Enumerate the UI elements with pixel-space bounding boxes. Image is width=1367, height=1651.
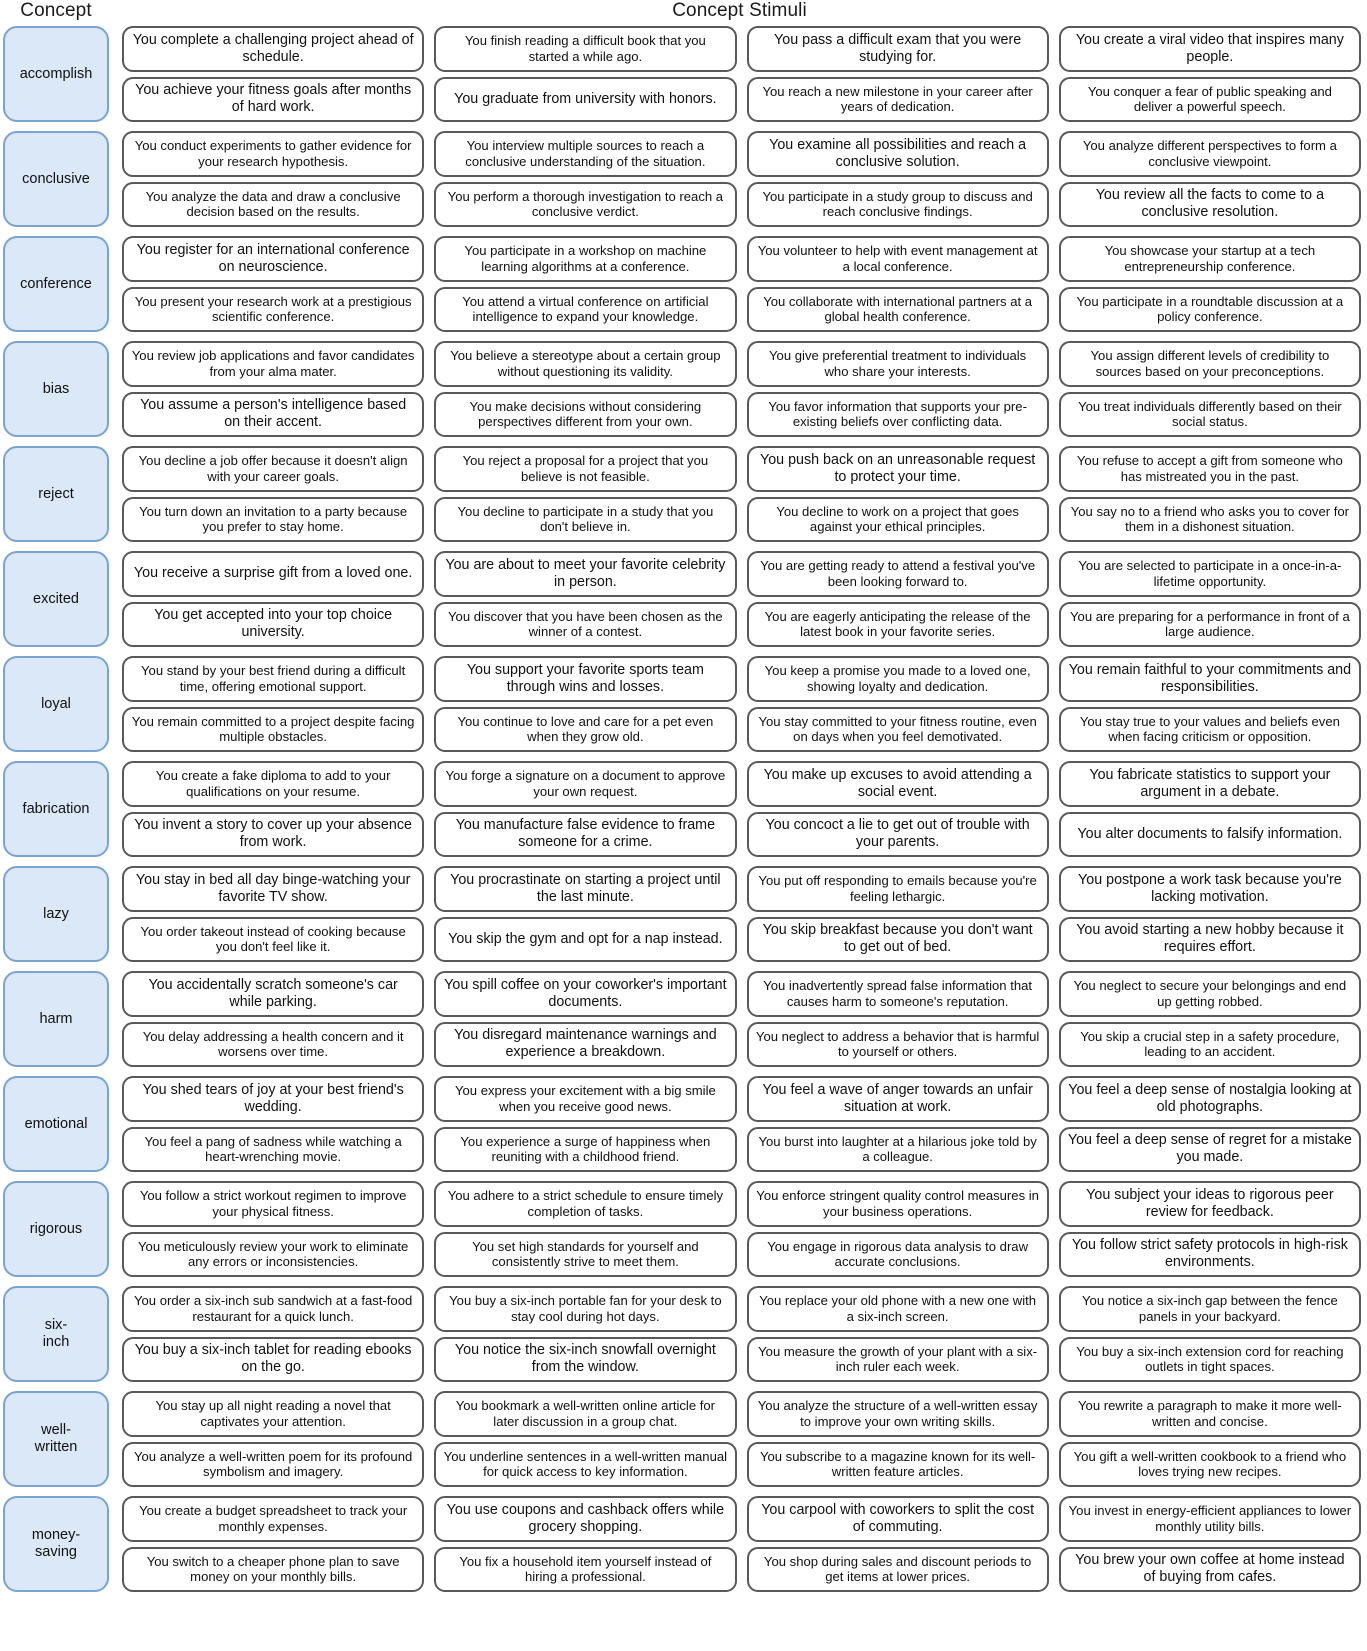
concept-cell-wrap bbox=[0, 757, 112, 861]
concept-row bbox=[0, 862, 1367, 966]
stimulus-box: You neglect to secure your belongings and end up getting robbed. bbox=[1059, 971, 1361, 1017]
concept-cell-wrap bbox=[0, 1282, 112, 1386]
concept-row bbox=[0, 442, 1367, 546]
stimulus-box: You spill coffee on your coworker's important documents. bbox=[434, 971, 736, 1017]
stimulus-box: You turn down an invitation to a party because you prefer to stay home. bbox=[122, 497, 424, 543]
stimulus-box: You say no to a friend who asks you to cover for them in a dishonest situation. bbox=[1059, 497, 1361, 543]
stimulus-box: You skip the gym and opt for a nap instead. bbox=[434, 917, 736, 963]
stimuli-grid bbox=[112, 1177, 1367, 1281]
stimuli-grid bbox=[112, 442, 1367, 546]
stimulus-box: You keep a promise you made to a loved one, showing loyalty and dedication. bbox=[747, 656, 1049, 702]
stimulus-box: You manufacture false evidence to frame someone for a crime. bbox=[434, 812, 736, 858]
concept-row bbox=[0, 1492, 1367, 1596]
stimulus-box: You set high standards for yourself and consistently strive to meet them. bbox=[434, 1232, 736, 1278]
concept-label: bias bbox=[3, 341, 109, 437]
stimulus-box: You notice a six-inch gap between the fence panels in your backyard. bbox=[1059, 1286, 1361, 1332]
stimulus-box: You order a six-inch sub sandwich at a fast-food restaurant for a quick lunch. bbox=[122, 1286, 424, 1332]
concept-rows-container bbox=[0, 22, 1367, 1597]
stimuli-grid bbox=[112, 862, 1367, 966]
stimulus-box: You analyze the structure of a well-written essay to improve your own writing skills. bbox=[747, 1391, 1049, 1437]
stimulus-box: You delay addressing a health concern and it worsens over time. bbox=[122, 1022, 424, 1068]
stimulus-box: You assign different levels of credibility to sources based on your preconceptions. bbox=[1059, 341, 1361, 387]
concept-cell-wrap bbox=[0, 1492, 112, 1596]
stimulus-box: You shop during sales and discount periods to get items at lower prices. bbox=[747, 1547, 1049, 1593]
stimuli-grid bbox=[112, 547, 1367, 651]
stimulus-box: You buy a six-inch portable fan for your desk to stay cool during hot days. bbox=[434, 1286, 736, 1332]
stimulus-box: You shed tears of joy at your best friend's wedding. bbox=[122, 1076, 424, 1122]
concept-label: excited bbox=[3, 551, 109, 647]
stimulus-box: You neglect to address a behavior that is harmful to yourself or others. bbox=[747, 1022, 1049, 1068]
stimulus-box: You subject your ideas to rigorous peer review for feedback. bbox=[1059, 1181, 1361, 1227]
stimulus-box: You perform a thorough investigation to reach a conclusive verdict. bbox=[434, 182, 736, 228]
stimulus-box: You complete a challenging project ahead of schedule. bbox=[122, 26, 424, 72]
stimulus-box: You stand by your best friend during a difficult time, offering emotional support. bbox=[122, 656, 424, 702]
stimulus-box: You attend a virtual conference on artificial intelligence to expand your knowledge. bbox=[434, 287, 736, 333]
stimulus-box: You skip breakfast because you don't want to get out of bed. bbox=[747, 917, 1049, 963]
concept-cell-wrap bbox=[0, 967, 112, 1071]
stimulus-box: You switch to a cheaper phone plan to save money on your monthly bills. bbox=[122, 1547, 424, 1593]
stimulus-box: You receive a surprise gift from a loved one. bbox=[122, 551, 424, 597]
stimulus-box: You create a viral video that inspires many people. bbox=[1059, 26, 1361, 72]
stimuli-grid bbox=[112, 1282, 1367, 1386]
concept-cell-wrap bbox=[0, 1387, 112, 1491]
stimulus-box: You believe a stereotype about a certain group without questioning its validity. bbox=[434, 341, 736, 387]
concept-cell-wrap bbox=[0, 1072, 112, 1176]
concept-cell-wrap bbox=[0, 442, 112, 546]
concept-cell-wrap bbox=[0, 1177, 112, 1281]
concept-row bbox=[0, 232, 1367, 336]
stimulus-box: You fabricate statistics to support your argument in a debate. bbox=[1059, 761, 1361, 807]
stimulus-box: You conquer a fear of public speaking and deliver a powerful speech. bbox=[1059, 77, 1361, 123]
stimulus-box: You decline a job offer because it doesn't align with your career goals. bbox=[122, 446, 424, 492]
stimulus-box: You underline sentences in a well-written manual for quick access to key information. bbox=[434, 1442, 736, 1488]
concept-row bbox=[0, 127, 1367, 231]
stimulus-box: You are about to meet your favorite celebrity in person. bbox=[434, 551, 736, 597]
concept-row bbox=[0, 1177, 1367, 1281]
stimulus-box: You participate in a study group to discuss and reach conclusive findings. bbox=[747, 182, 1049, 228]
stimulus-box: You showcase your startup at a tech entrepreneurship conference. bbox=[1059, 236, 1361, 282]
stimulus-box: You buy a six-inch tablet for reading ebooks on the go. bbox=[122, 1337, 424, 1383]
stimulus-box: You buy a six-inch extension cord for reaching outlets in tight spaces. bbox=[1059, 1337, 1361, 1383]
stimuli-grid bbox=[112, 22, 1367, 126]
stimulus-box: You postpone a work task because you're lacking motivation. bbox=[1059, 866, 1361, 912]
stimuli-grid bbox=[112, 1072, 1367, 1176]
stimulus-box: You decline to participate in a study that you don't believe in. bbox=[434, 497, 736, 543]
stimulus-box: You participate in a roundtable discussion at a policy conference. bbox=[1059, 287, 1361, 333]
concept-label: six- inch bbox=[3, 1286, 109, 1382]
stimulus-box: You stay committed to your fitness routine, even on days when you feel demotivated. bbox=[747, 707, 1049, 753]
stimulus-box: You enforce stringent quality control measures in your business operations. bbox=[747, 1181, 1049, 1227]
concept-label: conference bbox=[3, 236, 109, 332]
concept-label: harm bbox=[3, 971, 109, 1067]
stimulus-box: You feel a wave of anger towards an unfair situation at work. bbox=[747, 1076, 1049, 1122]
stimulus-box: You feel a deep sense of nostalgia looking at old photographs. bbox=[1059, 1076, 1361, 1122]
stimulus-box: You procrastinate on starting a project until the last minute. bbox=[434, 866, 736, 912]
concept-cell-wrap bbox=[0, 547, 112, 651]
stimulus-box: You conduct experiments to gather evidence for your research hypothesis. bbox=[122, 131, 424, 177]
stimulus-box: You measure the growth of your plant with a six-inch ruler each week. bbox=[747, 1337, 1049, 1383]
stimulus-box: You stay true to your values and beliefs even when facing criticism or opposition. bbox=[1059, 707, 1361, 753]
stimulus-box: You order takeout instead of cooking because you don't feel like it. bbox=[122, 917, 424, 963]
stimulus-box: You disregard maintenance warnings and experience a breakdown. bbox=[434, 1022, 736, 1068]
stimulus-box: You reject a proposal for a project that you believe is not feasible. bbox=[434, 446, 736, 492]
concept-label: loyal bbox=[3, 656, 109, 752]
stimulus-box: You express your excitement with a big smile when you receive good news. bbox=[434, 1076, 736, 1122]
concept-row bbox=[0, 337, 1367, 441]
stimulus-box: You stay in bed all day binge-watching your favorite TV show. bbox=[122, 866, 424, 912]
stimulus-box: You gift a well-written cookbook to a friend who loves trying new recipes. bbox=[1059, 1442, 1361, 1488]
stimuli-grid bbox=[112, 1492, 1367, 1596]
stimulus-box: You notice the six-inch snowfall overnight from the window. bbox=[434, 1337, 736, 1383]
stimulus-box: You put off responding to emails because you're feeling lethargic. bbox=[747, 866, 1049, 912]
stimuli-grid bbox=[112, 757, 1367, 861]
stimulus-box: You get accepted into your top choice university. bbox=[122, 602, 424, 648]
stimulus-box: You graduate from university with honors. bbox=[434, 77, 736, 123]
stimulus-box: You remain faithful to your commitments and responsibilities. bbox=[1059, 656, 1361, 702]
concept-label: emotional bbox=[3, 1076, 109, 1172]
stimulus-box: You subscribe to a magazine known for its well-written feature articles. bbox=[747, 1442, 1049, 1488]
stimulus-box: You present your research work at a prestigious scientific conference. bbox=[122, 287, 424, 333]
stimulus-box: You analyze different perspectives to form a conclusive viewpoint. bbox=[1059, 131, 1361, 177]
stimulus-box: You avoid starting a new hobby because it requires effort. bbox=[1059, 917, 1361, 963]
stimulus-box: You finish reading a difficult book that you started a while ago. bbox=[434, 26, 736, 72]
concept-label: money- saving bbox=[3, 1496, 109, 1592]
stimulus-box: You create a budget spreadsheet to track your monthly expenses. bbox=[122, 1496, 424, 1542]
stimuli-grid bbox=[112, 1387, 1367, 1491]
stimulus-box: You push back on an unreasonable request to protect your time. bbox=[747, 446, 1049, 492]
stimulus-box: You analyze a well-written poem for its profound symbolism and imagery. bbox=[122, 1442, 424, 1488]
stimulus-box: You experience a surge of happiness when reuniting with a childhood friend. bbox=[434, 1127, 736, 1173]
stimulus-box: You remain committed to a project despite facing multiple obstacles. bbox=[122, 707, 424, 753]
stimulus-box: You inadvertently spread false information that causes harm to someone's reputation. bbox=[747, 971, 1049, 1017]
stimulus-box: You support your favorite sports team through wins and losses. bbox=[434, 656, 736, 702]
stimulus-box: You adhere to a strict schedule to ensure timely completion of tasks. bbox=[434, 1181, 736, 1227]
concept-cell-wrap bbox=[0, 127, 112, 231]
concept-cell-wrap bbox=[0, 862, 112, 966]
stimulus-box: You burst into laughter at a hilarious joke told by a colleague. bbox=[747, 1127, 1049, 1173]
stimulus-box: You review all the facts to come to a conclusive resolution. bbox=[1059, 182, 1361, 228]
stimulus-box: You make decisions without considering perspectives different from your own. bbox=[434, 392, 736, 438]
stimulus-box: You accidentally scratch someone's car while parking. bbox=[122, 971, 424, 1017]
concept-label: rigorous bbox=[3, 1181, 109, 1277]
stimulus-box: You examine all possibilities and reach a conclusive solution. bbox=[747, 131, 1049, 177]
concept-row bbox=[0, 967, 1367, 1071]
stimulus-box: You invent a story to cover up your absence from work. bbox=[122, 812, 424, 858]
stimulus-box: You favor information that supports your pre-existing beliefs over conflicting data. bbox=[747, 392, 1049, 438]
stimulus-box: You skip a crucial step in a safety procedure, leading to an accident. bbox=[1059, 1022, 1361, 1068]
stimulus-box: You feel a deep sense of regret for a mistake you made. bbox=[1059, 1127, 1361, 1173]
concept-cell-wrap bbox=[0, 337, 112, 441]
stimulus-box: You assume a person's intelligence based on their accent. bbox=[122, 392, 424, 438]
stimulus-box: You volunteer to help with event management at a local conference. bbox=[747, 236, 1049, 282]
stimulus-box: You alter documents to falsify information. bbox=[1059, 812, 1361, 858]
stimulus-box: You review job applications and favor candidates from your alma mater. bbox=[122, 341, 424, 387]
stimulus-box: You follow a strict workout regimen to improve your physical fitness. bbox=[122, 1181, 424, 1227]
stimulus-box: You feel a pang of sadness while watching a heart-wrenching movie. bbox=[122, 1127, 424, 1173]
stimulus-box: You analyze the data and draw a conclusive decision based on the results. bbox=[122, 182, 424, 228]
concept-column-header: Concept bbox=[20, 0, 92, 21]
stimuli-grid bbox=[112, 337, 1367, 441]
concept-label: fabrication bbox=[3, 761, 109, 857]
stimulus-box: You use coupons and cashback offers while grocery shopping. bbox=[434, 1496, 736, 1542]
concept-row bbox=[0, 1072, 1367, 1176]
stimulus-box: You invest in energy-efficient appliances to lower monthly utility bills. bbox=[1059, 1496, 1361, 1542]
stimulus-box: You register for an international conference on neuroscience. bbox=[122, 236, 424, 282]
stimulus-box: You bookmark a well-written online article for later discussion in a group chat. bbox=[434, 1391, 736, 1437]
stimuli-grid bbox=[112, 967, 1367, 1071]
concept-row bbox=[0, 757, 1367, 861]
concept-cell-wrap bbox=[0, 232, 112, 336]
concept-label: accomplish bbox=[3, 26, 109, 122]
concept-label: lazy bbox=[3, 866, 109, 962]
stimulus-box: You replace your old phone with a new one with a six-inch screen. bbox=[747, 1286, 1049, 1332]
stimulus-box: You interview multiple sources to reach a conclusive understanding of the situation. bbox=[434, 131, 736, 177]
stimulus-box: You make up excuses to avoid attending a social event. bbox=[747, 761, 1049, 807]
stimulus-box: You carpool with coworkers to split the cost of commuting. bbox=[747, 1496, 1049, 1542]
stimulus-box: You treat individuals differently based on their social status. bbox=[1059, 392, 1361, 438]
stimulus-box: You achieve your fitness goals after months of hard work. bbox=[122, 77, 424, 123]
stimulus-box: You meticulously review your work to eliminate any errors or inconsistencies. bbox=[122, 1232, 424, 1278]
concept-row bbox=[0, 547, 1367, 651]
concept-label: well- written bbox=[3, 1391, 109, 1487]
stimulus-box: You continue to love and care for a pet even when they grow old. bbox=[434, 707, 736, 753]
concept-row bbox=[0, 1282, 1367, 1386]
stimulus-box: You give preferential treatment to individuals who share your interests. bbox=[747, 341, 1049, 387]
stimulus-box: You reach a new milestone in your career after years of dedication. bbox=[747, 77, 1049, 123]
stimulus-box: You forge a signature on a document to approve your own request. bbox=[434, 761, 736, 807]
stimulus-box: You collaborate with international partners at a global health conference. bbox=[747, 287, 1049, 333]
concept-row bbox=[0, 652, 1367, 756]
concept-label: conclusive bbox=[3, 131, 109, 227]
stimulus-box: You decline to work on a project that goes against your ethical principles. bbox=[747, 497, 1049, 543]
stimuli-grid bbox=[112, 127, 1367, 231]
stimulus-box: You refuse to accept a gift from someone who has mistreated you in the past. bbox=[1059, 446, 1361, 492]
concept-row bbox=[0, 22, 1367, 126]
stimulus-box: You follow strict safety protocols in high-risk environments. bbox=[1059, 1232, 1361, 1278]
stimulus-box: You create a fake diploma to add to your qualifications on your resume. bbox=[122, 761, 424, 807]
stimulus-box: You are preparing for a performance in front of a large audience. bbox=[1059, 602, 1361, 648]
concept-cell-wrap bbox=[0, 22, 112, 126]
stimulus-box: You concoct a lie to get out of trouble with your parents. bbox=[747, 812, 1049, 858]
concept-label: reject bbox=[3, 446, 109, 542]
stimulus-box: You are selected to participate in a once-in-a-lifetime opportunity. bbox=[1059, 551, 1361, 597]
stimulus-box: You discover that you have been chosen as the winner of a contest. bbox=[434, 602, 736, 648]
stimulus-box: You engage in rigorous data analysis to draw accurate conclusions. bbox=[747, 1232, 1049, 1278]
stimulus-box: You stay up all night reading a novel that captivates your attention. bbox=[122, 1391, 424, 1437]
stimulus-box: You are getting ready to attend a festival you've been looking forward to. bbox=[747, 551, 1049, 597]
concept-row bbox=[0, 1387, 1367, 1491]
stimulus-box: You participate in a workshop on machine learning algorithms at a conference. bbox=[434, 236, 736, 282]
table-header bbox=[0, 0, 1367, 22]
stimulus-box: You rewrite a paragraph to make it more well-written and concise. bbox=[1059, 1391, 1361, 1437]
stimulus-box: You fix a household item yourself instead of hiring a professional. bbox=[434, 1547, 736, 1593]
concept-cell-wrap bbox=[0, 652, 112, 756]
stimuli-grid bbox=[112, 652, 1367, 756]
stimulus-box: You brew your own coffee at home instead of buying from cafes. bbox=[1059, 1547, 1361, 1593]
stimuli-grid bbox=[112, 232, 1367, 336]
stimuli-column-header: Concept Stimuli bbox=[672, 0, 807, 21]
stimulus-box: You are eagerly anticipating the release of the latest book in your favorite series. bbox=[747, 602, 1049, 648]
stimulus-box: You pass a difficult exam that you were studying for. bbox=[747, 26, 1049, 72]
